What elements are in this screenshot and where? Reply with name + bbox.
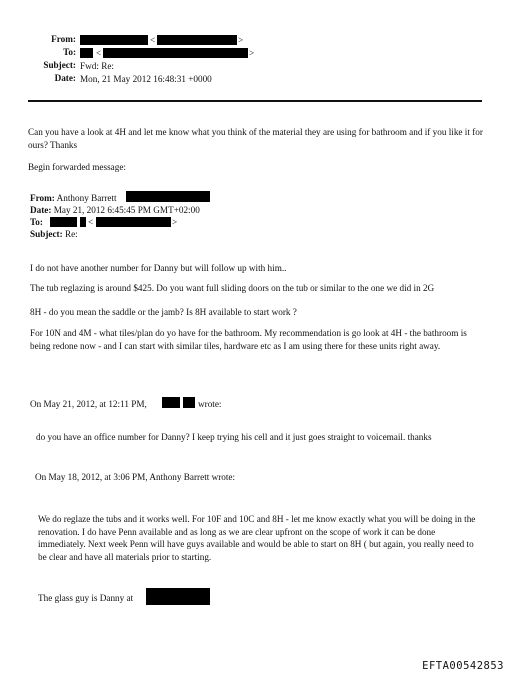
quote2-paragraph-1: We do reglaze the tubs and it works well. For 10F and 10C and 8H - let me know exactly what you will be doing in the renovation. I do have Penn available and as long as we are clear upfront on the scope of work it can be done immediately. Next week Penn will have guys available and would be able to start on 8H ( but again, you really need to be clear and have all materials prior to starting. bbox=[38, 514, 476, 562]
subject-value: Fwd: Re: bbox=[80, 61, 114, 71]
redacted-quote1-surname bbox=[183, 397, 195, 408]
body-paragraph-3: 8H - do you mean the saddle or the jamb? Is 8H available to start work ? bbox=[30, 307, 297, 317]
to-label: To: bbox=[63, 47, 76, 57]
redacted-sender-email bbox=[157, 35, 237, 45]
fwd-subject-value: Re: bbox=[64, 229, 78, 239]
date-value: Mon, 21 May 2012 16:48:31 +0000 bbox=[80, 74, 212, 84]
fwd-from-value: Anthony Barrett bbox=[56, 193, 117, 203]
to-lt: < bbox=[96, 48, 102, 58]
redacted-recipient-email bbox=[103, 48, 248, 58]
fwd-to-label: To: bbox=[30, 217, 43, 227]
subject-label: Subject: bbox=[43, 60, 76, 70]
document-id: EFTA00542853 bbox=[422, 660, 504, 672]
quote2-paragraph-2: The glass guy is Danny at bbox=[38, 593, 134, 603]
from-lt: < bbox=[150, 35, 156, 45]
body-paragraph-4: For 10N and 4M - what tiles/plan do yo have for the bathroom. My recommendation is go look at 4H - the bathroom is being redone now - and I can start with similar tiles, hardware etc as I am using there for these units right away. bbox=[30, 328, 467, 351]
quote1-intro-prefix: On May 21, 2012, at 12:11 PM, bbox=[30, 399, 147, 409]
redacted-fwd-recipient-mark bbox=[80, 217, 86, 227]
quote1-text: do you have an office number for Danny? I keep trying his cell and it just goes straight to voicemail. thanks bbox=[36, 432, 432, 442]
fwd-to-gt: > bbox=[172, 217, 178, 227]
to-gt: > bbox=[249, 48, 255, 58]
fwd-from-label: From: bbox=[30, 193, 55, 203]
redacted-glass-contact bbox=[146, 588, 210, 605]
fwd-to-lt: < bbox=[88, 217, 94, 227]
fwd-from-row bbox=[30, 192, 117, 204]
date-label: Date: bbox=[54, 73, 76, 83]
redacted-fwd-recipient-email bbox=[96, 217, 171, 227]
from-label: From: bbox=[51, 34, 76, 44]
redacted-quote1-name bbox=[162, 397, 180, 408]
header-divider bbox=[28, 100, 482, 102]
intro-message: Can you have a look at 4H and let me know what you think of the material they are using for bathroom and if you like it for ours? Thanks bbox=[28, 127, 483, 150]
redacted-sender-name bbox=[80, 35, 148, 45]
body-paragraph-2: The tub reglazing is around $425. Do you want full sliding doors on the tub or similar to the one we did in 2G bbox=[30, 283, 435, 293]
fwd-date-label: Date: bbox=[30, 205, 52, 215]
redacted-recipient-name bbox=[80, 48, 93, 58]
from-gt: > bbox=[238, 35, 244, 45]
forward-note: Begin forwarded message: bbox=[28, 162, 126, 172]
body-paragraph-1: I do not have another number for Danny but will follow up with him.. bbox=[30, 263, 287, 273]
fwd-subject-label: Subject: bbox=[30, 229, 63, 239]
fwd-subject-row bbox=[30, 228, 78, 240]
quote2-intro: On May 18, 2012, at 3:06 PM, Anthony Barrett wrote: bbox=[35, 472, 236, 482]
fwd-date-value: May 21, 2012 6:45:45 PM GMT+02:00 bbox=[53, 205, 200, 215]
quote1-intro-suffix: wrote: bbox=[198, 399, 222, 409]
fwd-date-row bbox=[30, 204, 200, 216]
redacted-fwd-recipient-name bbox=[50, 217, 77, 227]
redacted-fwd-sender-email bbox=[126, 191, 210, 202]
